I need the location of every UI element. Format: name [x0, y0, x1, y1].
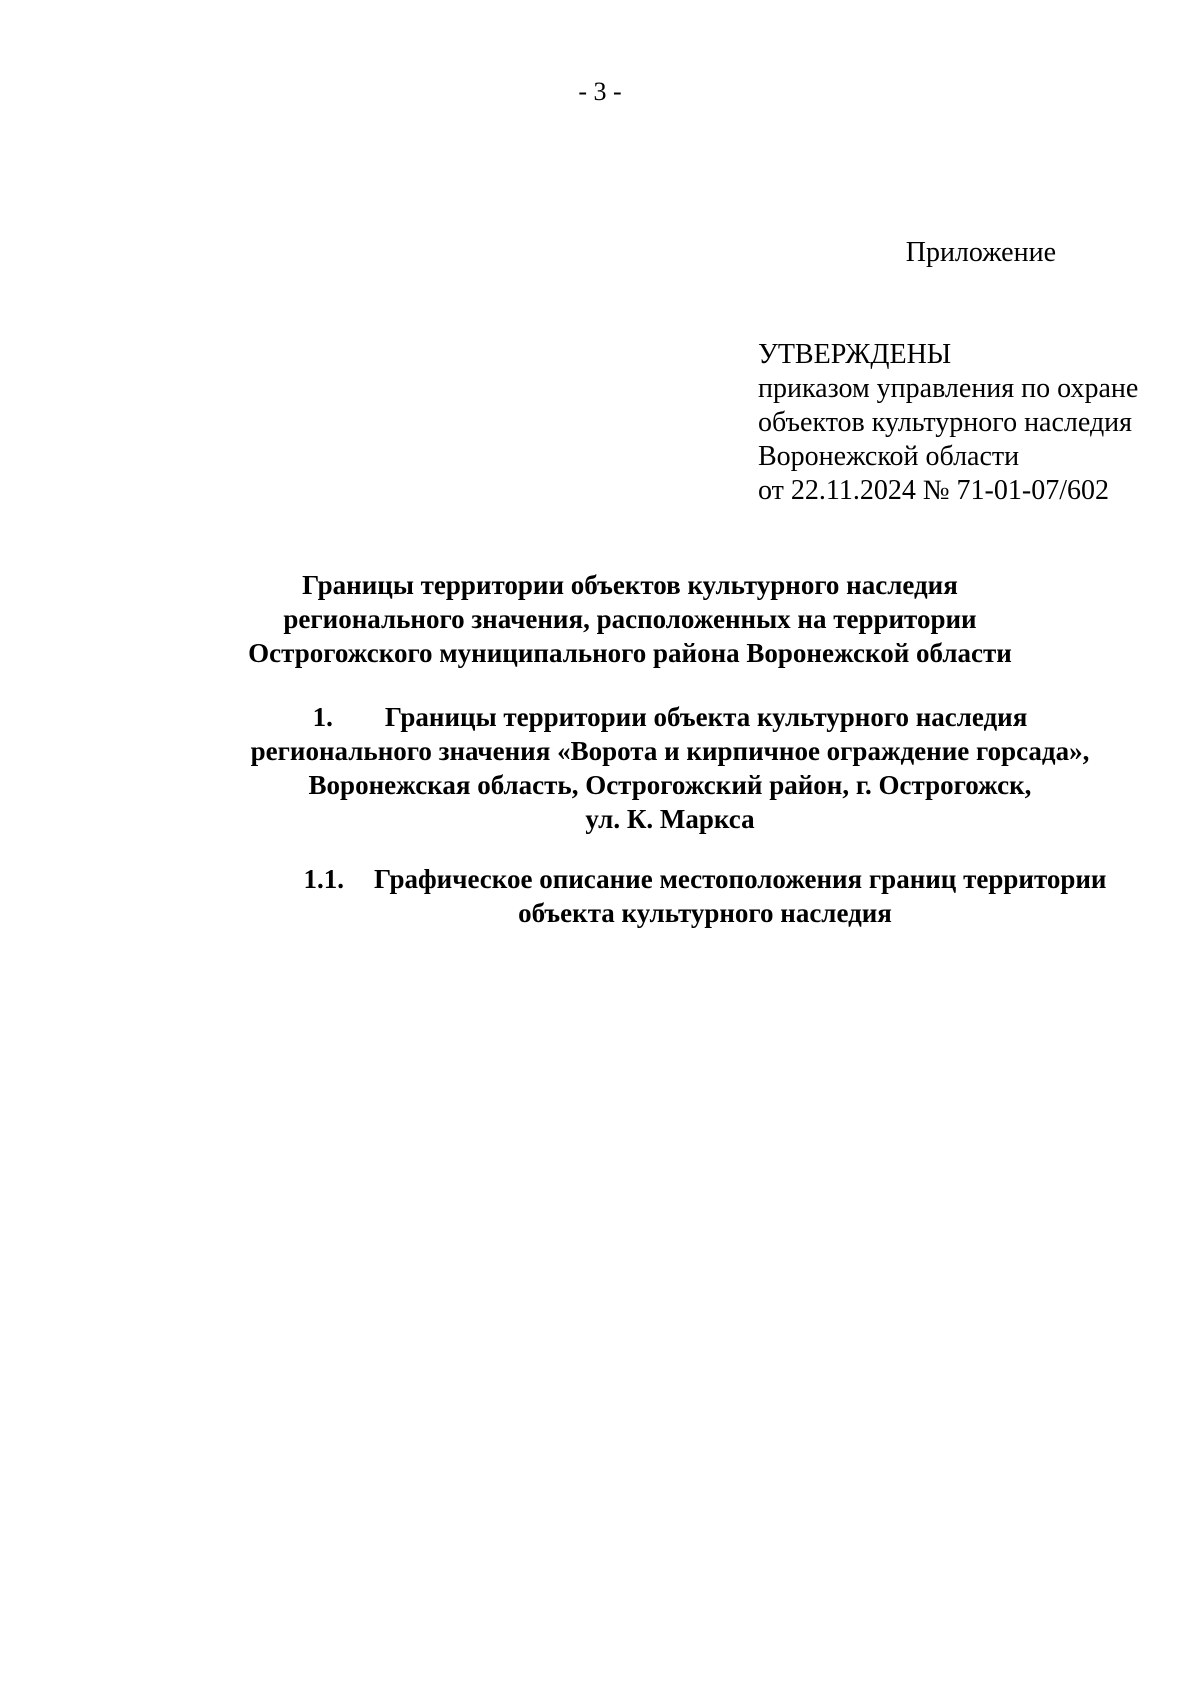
section-1-line: Границы территории объекта культурного наследия — [384, 702, 1028, 732]
main-title — [200, 568, 1060, 670]
attachment-label: Приложение — [905, 237, 1056, 268]
section-1-first-line — [180, 700, 1160, 734]
page-number: - 3 - — [578, 77, 622, 106]
subsection-1-1-first-line — [240, 862, 1170, 896]
approval-date-number: от 22.11.2024 № 71-01-07/602 — [758, 475, 1109, 506]
approval-line: Воронежской области — [758, 441, 1020, 472]
section-1-number: 1. — [312, 702, 333, 732]
subsection-1-1-line: объекта культурного наследия — [518, 898, 892, 928]
section-1-heading — [180, 700, 1160, 836]
approval-title: УТВЕРЖДЕНЫ — [758, 339, 952, 370]
approval-line: объектов культурного наследия — [758, 407, 1133, 438]
main-title-line: регионального значения, расположенных на территории — [283, 604, 977, 634]
main-title-line: Границы территории объектов культурного наследия — [302, 570, 958, 600]
subsection-1-1-number: 1.1. — [303, 864, 344, 894]
main-title-line: Острогожского муниципального района Воронежской области — [248, 638, 1012, 668]
section-1-line: Воронежская область, Острогожский район, г. Острогожск, — [308, 770, 1032, 800]
approval-block — [758, 338, 1138, 508]
subsection-1-1-line: Графическое описание местоположения границ территории — [374, 864, 1107, 894]
section-1-line: ул. К. Маркса — [585, 804, 755, 834]
approval-line: приказом управления по охране — [758, 373, 1139, 404]
section-1-line: регионального значения «Ворота и кирпичное ограждение горсада», — [250, 736, 1090, 766]
subsection-1-1-heading — [240, 862, 1170, 930]
